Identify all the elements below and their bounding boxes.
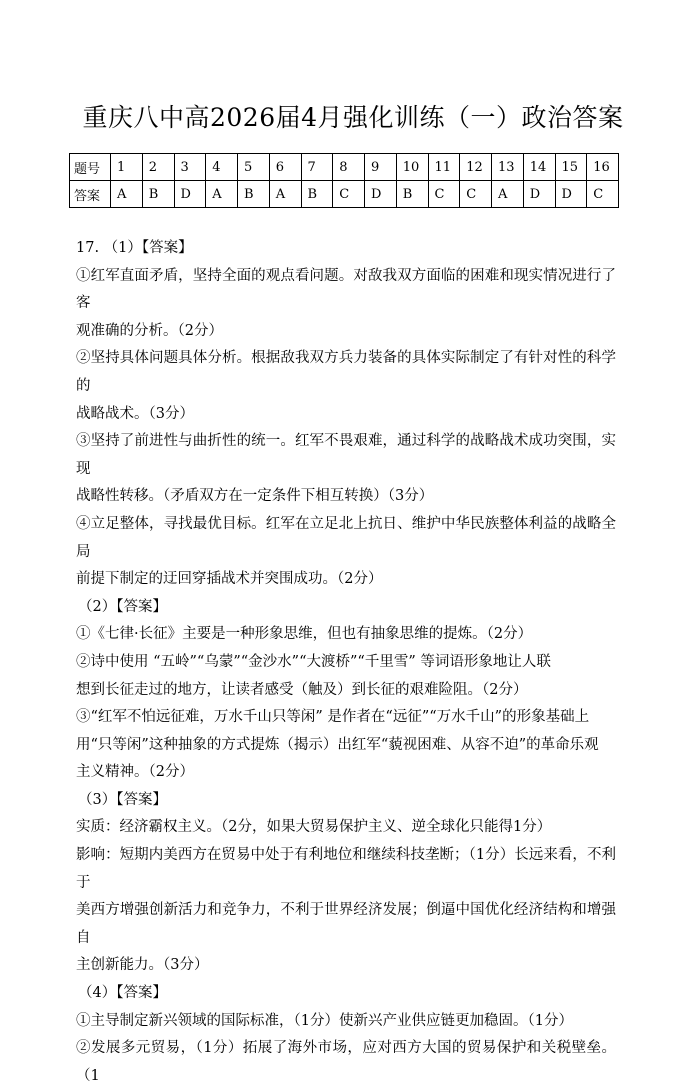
- subquestion-2-header: （2）【答案】: [78, 598, 167, 615]
- answer-cell: D: [174, 181, 206, 208]
- answer-cell: A: [206, 181, 238, 208]
- answer-cell: C: [428, 181, 460, 208]
- answer-line: 想到长征走过的地方，让读者感受（触及）到长征的艰难险阻。（2分）: [76, 681, 528, 698]
- answer-cell: A: [492, 181, 524, 208]
- answer-line: ①主导制定新兴领域的国际标准，（1分）使新兴产业供应链更加稳固。（1分）: [76, 1012, 573, 1029]
- question-number-cell: 16: [587, 154, 619, 181]
- answer-line: 主义精神。（2分）: [76, 764, 194, 781]
- answer-line: ③“红军不怕远征难，万水千山只等闲” 是作者在“远征”“万水千山”的形象基础上: [76, 709, 590, 726]
- answer-line: ④立足整体，寻找最优目标。红军在立足北上抗日、维护中华民族整体利益的战略全局: [76, 515, 616, 560]
- answer-line: ②发展多元贸易，（1分）拓展了海外市场，应对西方大国的贸易保护和关税壁垒。（1: [76, 1040, 616, 1084]
- question-number-cell: 8: [333, 154, 365, 181]
- question-number-cell: 15: [555, 154, 587, 181]
- answer-cell: D: [555, 181, 587, 208]
- answer-line: 前提下制定的迂回穿插战术并突围成功。（2分）: [76, 571, 383, 588]
- answer-cell: B: [301, 181, 333, 208]
- question-number-cell: 3: [174, 154, 206, 181]
- question-number-cell: 13: [492, 154, 524, 181]
- answer-cell: D: [365, 181, 397, 208]
- answer-cell: D: [523, 181, 555, 208]
- question-number-cell: 10: [396, 154, 428, 181]
- answer-line: 用“只等闲”这种抽象的方式提炼（揭示）出红军“藐视困难、从容不迫”的革命乐观: [76, 736, 599, 753]
- answer-row: [70, 181, 619, 208]
- answer-line: 实质：经济霸权主义。（2分，如果大贸易保护主义、逆全球化只能得1分）: [76, 819, 552, 836]
- question-number-row: [70, 154, 619, 181]
- answer-line: 战略性转移。（矛盾双方在一定条件下相互转换）（3分）: [76, 488, 434, 505]
- answer-cell: B: [142, 181, 174, 208]
- question-number-cell: 14: [523, 154, 555, 181]
- answer-line: ②诗中使用 “五岭”“乌蒙”“金沙水”“大渡桥”“千里雪” 等词语形象地让人联: [76, 653, 551, 670]
- question-number-cell: 2: [142, 154, 174, 181]
- answer-cell: B: [396, 181, 428, 208]
- answer-cell: C: [460, 181, 492, 208]
- answer-line: ③坚持了前进性与曲折性的统一。红军不畏艰难，通过科学的战略战术成功突围，实现: [76, 433, 616, 477]
- answer-body: [76, 235, 616, 1090]
- question-number-cell: 6: [269, 154, 301, 181]
- answer-line: 战略战术。（3分）: [76, 405, 194, 422]
- subquestion-4-header: （4）【答案】: [78, 985, 167, 1002]
- answer-cell: B: [238, 181, 270, 208]
- answer-line: ②坚持具体问题具体分析。根据敌我双方兵力装备的具体实际制定了有针对性的科学的: [76, 350, 616, 394]
- answer-cell: C: [333, 181, 365, 208]
- question-number-cell: 11: [428, 154, 460, 181]
- question-17-header: 17. （1）【答案】: [76, 240, 193, 256]
- question-number-cell: 1: [111, 154, 143, 181]
- row-label-question: 题号: [70, 154, 111, 181]
- answer-line: 影响：短期内美西方在贸易中处于有利地位和继续科技垄断；（1分）长远来看，不利于: [76, 847, 616, 891]
- subquestion-3-header: （3）【答案】: [78, 791, 167, 808]
- question-number-cell: 9: [365, 154, 397, 181]
- answer-table: [69, 153, 619, 208]
- answer-line: 主创新能力。（3分）: [76, 957, 209, 974]
- question-number-cell: 4: [206, 154, 238, 181]
- answer-line: 美西方增强创新活力和竞争力，不利于世界经济发展；倒逼中国优化经济结构和增强自: [76, 902, 616, 946]
- question-number-cell: 12: [460, 154, 492, 181]
- answer-line: ①红军直面矛盾，坚持全面的观点看问题。对敌我双方面临的困难和现实情况进行了客: [76, 267, 616, 312]
- page-title: 重庆八中高2026届4月强化训练（一）政治答案: [82, 103, 624, 132]
- row-label-answer: 答案: [70, 181, 111, 208]
- answer-cell: A: [269, 181, 301, 208]
- answer-cell: C: [587, 181, 619, 208]
- question-number-cell: 5: [238, 154, 270, 181]
- answer-line: ①《七律·长征》主要是一种形象思维，但也有抽象思维的提炼。（2分）: [76, 626, 533, 643]
- answer-cell: A: [111, 181, 143, 208]
- question-number-cell: 7: [301, 154, 333, 181]
- answer-line: 观准确的分析。（2分）: [76, 322, 223, 339]
